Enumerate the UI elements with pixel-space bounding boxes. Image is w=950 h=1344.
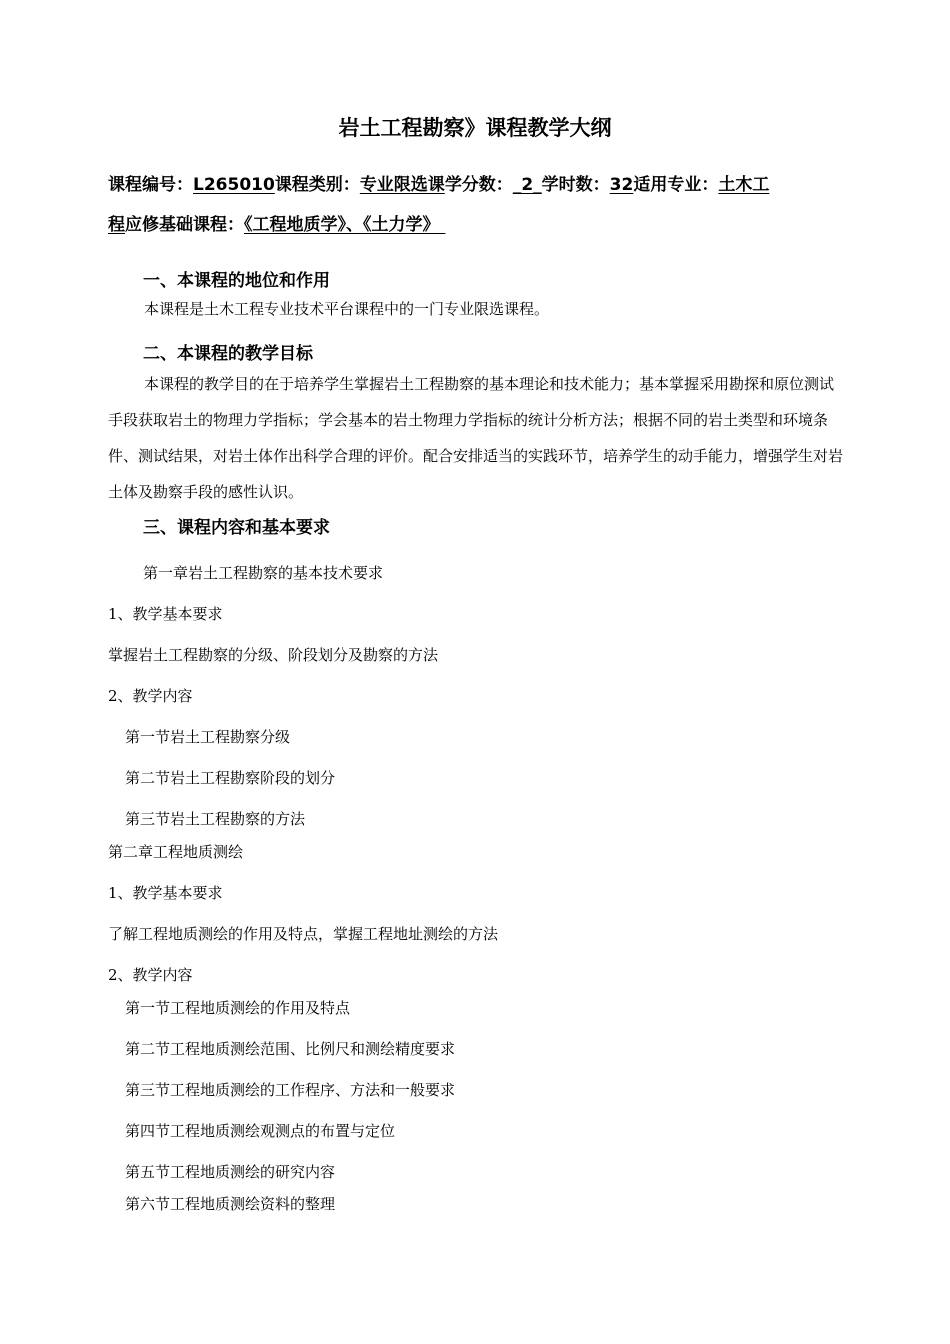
prereq-label: 应修基础课程： bbox=[125, 215, 244, 235]
chapter-1-title: 第一章岩土工程勘察的基本技术要求 bbox=[143, 564, 384, 582]
course-code-value: L265010 bbox=[193, 175, 275, 195]
course-category-label: 课程类别： bbox=[274, 175, 360, 195]
chapter-1-req-label: 1、教学基本要求 bbox=[108, 605, 223, 623]
chapter-2-section-1: 第一节工程地质测绘的作用及特点 bbox=[125, 999, 351, 1017]
major-value-cont: 程 bbox=[108, 215, 125, 235]
document-title: 岩土工程勘察》课程教学大纲 bbox=[338, 116, 612, 140]
chapter-2-section-6: 第六节工程地质测绘资料的整理 bbox=[125, 1195, 336, 1213]
course-code-label: 课程编号： bbox=[108, 175, 193, 195]
course-meta-line-1 bbox=[108, 170, 848, 195]
section-3-heading: 三、课程内容和基本要求 bbox=[143, 518, 330, 538]
section-2-heading: 二、本课程的教学目标 bbox=[143, 344, 313, 364]
major-label: 适用专业： bbox=[633, 175, 719, 195]
course-meta-line-2 bbox=[108, 210, 848, 235]
chapter-2-section-4: 第四节工程地质测绘观测点的布置与定位 bbox=[125, 1122, 396, 1140]
chapter-1-content-label: 2、教学内容 bbox=[108, 687, 193, 705]
chapter-1-section-1: 第一节岩土工程勘察分级 bbox=[125, 728, 291, 746]
chapter-1-section-3: 第三节岩土工程勘察的方法 bbox=[125, 810, 306, 828]
chapter-2-content-label: 2、教学内容 bbox=[108, 966, 193, 984]
major-value: 土木工 bbox=[718, 175, 770, 195]
prereq-value: 《工程地质学》、《土力学》 bbox=[244, 215, 440, 235]
section-2-text: 本课程的教学目的在于培养学生掌握岩土工程勘察的基本理论和技术能力；基本掌握采用勘探和原位测试手段获取岩土的物理力学指标；学会基本的岩土物理力学指标的统计分析方法；根据不同的岩土类型和环境条件、测试结果，对岩土体作出科学合理的评价。配合安排适当的实践环节，培养学生的动手能力，增强学生对岩土体及勘察手段的感性认识。 bbox=[108, 375, 844, 501]
chapter-2-title: 第二章工程地质测绘 bbox=[108, 843, 244, 861]
section-1-heading: 一、本课程的地位和作用 bbox=[143, 271, 330, 291]
credits-value: _2_ bbox=[512, 175, 542, 195]
credits-label: 学分数： bbox=[444, 175, 513, 195]
course-category-value: 专业限选课 bbox=[359, 175, 445, 195]
chapter-2-req-label: 1、教学基本要求 bbox=[108, 884, 223, 902]
chapter-2-section-2: 第二节工程地质测绘范围、比例尺和测绘精度要求 bbox=[125, 1040, 456, 1058]
chapter-2-section-3: 第三节工程地质测绘的工作程序、方法和一般要求 bbox=[125, 1081, 456, 1099]
chapter-1-section-2: 第二节岩土工程勘察阶段的划分 bbox=[125, 769, 336, 787]
chapter-2-req-text: 了解工程地质测绘的作用及特点，掌握工程地址测绘的方法 bbox=[108, 925, 499, 943]
hours-value: 32 bbox=[609, 175, 634, 195]
chapter-1-req-text: 掌握岩土工程勘察的分级、阶段划分及勘察的方法 bbox=[108, 646, 439, 664]
hours-label: 学时数： bbox=[541, 175, 610, 195]
chapter-2-section-5: 第五节工程地质测绘的研究内容 bbox=[125, 1163, 336, 1181]
section-1-text: 本课程是土木工程专业技术平台课程中的一门专业限选课程。 bbox=[144, 300, 550, 318]
